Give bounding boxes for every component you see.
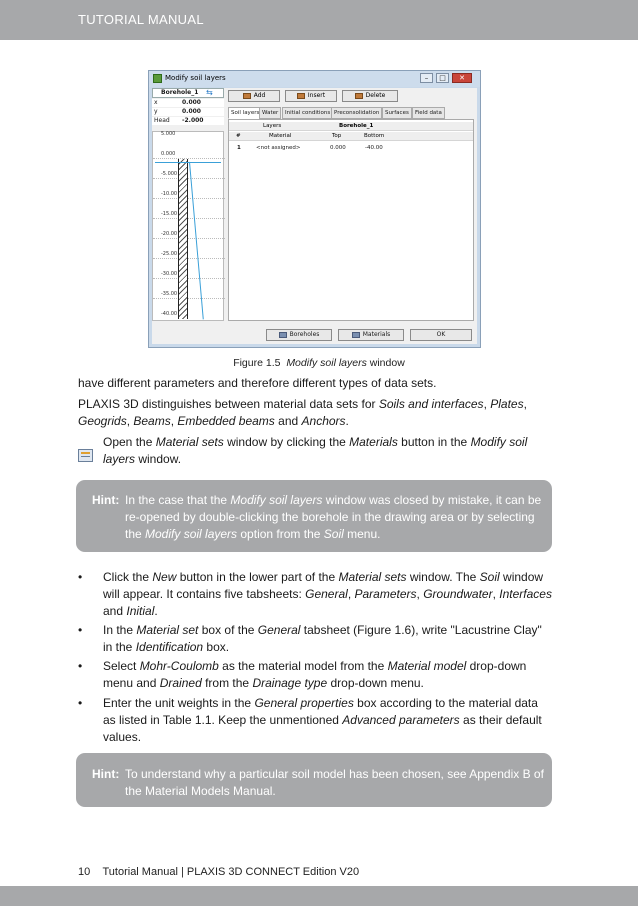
depth-tick: -40.00 — [161, 311, 178, 317]
grid-line — [153, 178, 225, 179]
coord-row-x — [152, 99, 224, 107]
add-button[interactable] — [228, 90, 280, 102]
grid-line — [153, 278, 225, 279]
running-header-title: TUTORIAL MANUAL — [78, 12, 204, 27]
add-button-label: Add — [253, 92, 266, 99]
col-top: Top — [332, 133, 342, 139]
caption-label: Figure 1.5 — [233, 357, 281, 369]
tab-preconsolidation[interactable]: Preconsolidation — [331, 107, 382, 119]
app-icon — [153, 74, 162, 83]
materials-button-label: Materials — [362, 331, 391, 338]
boreholes-button-label: Boreholes — [289, 331, 320, 338]
add-layer-icon — [243, 93, 251, 99]
insert-layer-icon — [297, 93, 305, 99]
bullet-marker: • — [78, 696, 83, 710]
page-number: 10 — [78, 866, 91, 878]
tab-soil-layers[interactable]: Soil layers — [228, 107, 262, 119]
ok-button[interactable]: OK — [410, 329, 472, 341]
window-titlebar — [149, 71, 480, 87]
insert-button[interactable] — [285, 90, 337, 102]
depth-tick: -30.00 — [161, 271, 178, 277]
maximize-button[interactable]: □ — [436, 73, 449, 83]
grid-line — [153, 218, 225, 219]
boreholes-icon — [279, 332, 287, 338]
minimize-button[interactable]: – — [420, 73, 433, 83]
depth-tick: -5.000 — [161, 171, 178, 177]
bullet-item-1: Click the New button in the lower part of the Material sets window. The Soil window will appear. It contains five tabsheets: General, Parameters, Groundwater, Interfaces and Initial. — [103, 570, 552, 618]
grid-line — [153, 158, 225, 159]
swap-arrows-icon[interactable]: ⇆ — [206, 88, 213, 97]
borehole-name: Borehole_1 — [161, 89, 199, 96]
coord-label: x — [154, 99, 158, 106]
running-header — [0, 0, 638, 40]
bullet-marker: • — [78, 623, 83, 637]
bullet-marker: • — [78, 659, 83, 673]
grid-line — [153, 198, 225, 199]
depth-tick: -15.00 — [161, 211, 178, 217]
coord-label: Head — [154, 117, 170, 124]
delete-button[interactable] — [342, 90, 398, 102]
figure-caption — [0, 357, 638, 369]
hint-box-2 — [76, 753, 552, 807]
col-bottom: Bottom — [364, 133, 385, 139]
col-material: Material — [269, 133, 292, 139]
hint-label: Hint: — [92, 767, 120, 781]
depth-tick: -25.00 — [161, 251, 178, 257]
caption-suffix: window — [369, 357, 405, 369]
window-title: Modify soil layers — [165, 74, 226, 82]
grid-line — [153, 238, 225, 239]
group-layers: Layers — [263, 123, 282, 129]
delete-button-label: Delete — [365, 92, 386, 99]
bullet-item-3: Select Mohr-Coulomb as the material model from the Material model drop-down menu and Drained from the Drainage type drop-down menu. — [103, 659, 527, 690]
group-borehole: Borehole_1 — [339, 123, 374, 129]
bullet-item-2: In the Material set box of the General tabsheet (Figure 1.6), write "Lacustrine Clay" in the Identification box. — [103, 623, 542, 654]
hint-text: To understand why a particular soil model has been chosen, see Appendix B of the Material Models Manual. — [125, 767, 544, 798]
coord-value[interactable]: -2.000 — [182, 117, 204, 124]
hint-label: Hint: — [92, 493, 120, 507]
modify-soil-layers-window — [148, 70, 481, 348]
cell-num: 1 — [237, 145, 241, 151]
borehole-depth-view[interactable] — [152, 131, 224, 321]
tab-water[interactable]: Water — [259, 107, 281, 119]
tab-initial-conditions[interactable]: Initial conditions — [282, 107, 333, 119]
footer-text: Tutorial Manual | PLAXIS 3D CONNECT Edition V20 — [102, 866, 360, 878]
bullet-marker: • — [78, 570, 83, 584]
depth-tick: -10.00 — [161, 191, 178, 197]
grid-line — [153, 258, 225, 259]
coord-value[interactable]: 0.000 — [182, 108, 201, 115]
window-body — [152, 88, 477, 344]
coord-value[interactable]: 0.000 — [182, 99, 201, 106]
bullet-item-4: Enter the unit weights in the General properties box according to the material data as listed in Table 1.1. Keep the unmentioned Advanced parameters as their default values. — [103, 696, 542, 744]
grid-line — [153, 298, 225, 299]
water-level-line — [155, 162, 221, 163]
material-sets-icon — [78, 449, 93, 462]
materials-icon — [352, 332, 360, 338]
col-num: # — [236, 133, 241, 139]
caption-title: Modify soil layers — [286, 357, 367, 369]
hint-box-1 — [76, 480, 552, 552]
depth-tick: -20.00 — [161, 231, 178, 237]
paragraph-3: Open the Material sets window by clicking the Materials button in the Modify soil layers window. — [103, 435, 528, 466]
boreholes-button[interactable] — [266, 329, 332, 341]
head-profile-line — [189, 162, 204, 319]
delete-layer-icon — [355, 93, 363, 99]
materials-button[interactable] — [338, 329, 404, 341]
paragraph-2: PLAXIS 3D distinguishes between material data sets for Soils and interfaces, Plates, Geogrids, Beams, Embedded beams and Anchors. — [78, 397, 527, 428]
insert-button-label: Insert — [307, 92, 326, 99]
page-footer — [78, 866, 359, 878]
cell-material[interactable]: <not assigned> — [256, 145, 301, 151]
table-column-header — [229, 132, 473, 141]
cell-bottom[interactable]: -40.00 — [365, 145, 383, 151]
paragraph-1: have different parameters and therefore different types of data sets. — [78, 376, 437, 390]
hint-text: In the case that the Modify soil layers window was closed by mistake, it can be re-opened by double-clicking the borehole in the drawing area or by selecting the Modify soil layers option from the Soil menu. — [125, 493, 542, 541]
coord-row-y — [152, 108, 224, 116]
soil-column — [178, 159, 188, 319]
coord-row-head — [152, 117, 224, 125]
tab-field-data[interactable]: Field data — [412, 107, 445, 119]
depth-tick: 5.000 — [161, 131, 176, 137]
close-button[interactable]: ✕ — [452, 73, 472, 83]
cell-top[interactable]: 0.000 — [330, 145, 346, 151]
coord-label: y — [154, 108, 158, 115]
depth-tick: -35.00 — [161, 291, 178, 297]
depth-tick: 0.000 — [161, 151, 176, 157]
soil-layers-table — [228, 119, 474, 321]
tab-surfaces[interactable]: Surfaces — [382, 107, 412, 119]
bottom-bar — [0, 886, 638, 906]
